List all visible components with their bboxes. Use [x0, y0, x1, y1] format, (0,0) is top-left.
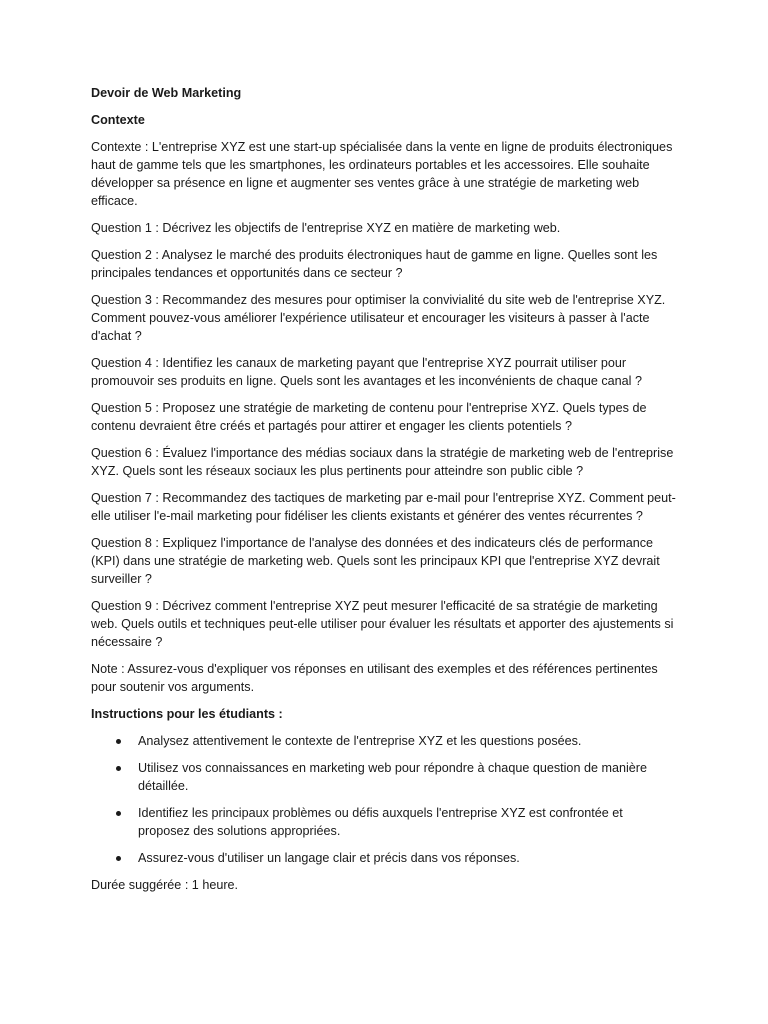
question-7: Question 7 : Recommandez des tactiques de marketing par e-mail pour l'entreprise XYZ. Comment peut-elle utiliser l'e-mail marketing pour fidéliser les clients existants et générer des ventes récurrentes ?: [91, 491, 676, 523]
bullet-icon: [116, 739, 121, 744]
note-paragraph: Note : Assurez-vous d'expliquer vos réponses en utilisant des exemples et des références pertinentes pour soutenir vos arguments.: [91, 662, 658, 694]
list-item-text: Utilisez vos connaissances en marketing web pour répondre à chaque question de manière détaillée.: [138, 761, 647, 793]
context-paragraph: Contexte : L'entreprise XYZ est une start-up spécialisée dans la vente en ligne de produits électroniques haut de gamme tels que les smartphones, les ordinateurs portables et les accessoires. Elle souhaite développer sa présence en ligne et augmenter ses ventes grâce à une stratégie de marketing web efficace.: [91, 140, 673, 208]
context-heading: Contexte: [91, 113, 145, 127]
duration-text: Durée suggérée : 1 heure.: [91, 878, 239, 892]
list-item-text: Assurez-vous d'utiliser un langage clair et précis dans vos réponses.: [138, 851, 520, 865]
list-item: [91, 759, 677, 795]
question-9: Question 9 : Décrivez comment l'entreprise XYZ peut mesurer l'efficacité de sa stratégie de marketing web. Quels outils et techniques peut-elle utiliser pour évaluer les résultats et apporter des ajustements si nécessaire ?: [91, 599, 674, 649]
list-item: [91, 732, 677, 750]
list-item: [91, 849, 677, 867]
list-item: [91, 804, 677, 840]
document-page: [91, 84, 677, 903]
instructions-heading: Instructions pour les étudiants :: [91, 707, 283, 721]
question-3: Question 3 : Recommandez des mesures pour optimiser la convivialité du site web de l'entreprise XYZ. Comment pouvez-vous améliorer l'expérience utilisateur et encourager les visiteurs à passer à l'acte d'achat ?: [91, 293, 666, 343]
question-5: Question 5 : Proposez une stratégie de marketing de contenu pour l'entreprise XYZ. Quels types de contenu devraient être créés et partagés pour attirer et engager les clients potentiels ?: [91, 401, 647, 433]
instructions-list: [91, 732, 677, 867]
question-4: Question 4 : Identifiez les canaux de marketing payant que l'entreprise XYZ pourrait utiliser pour promouvoir ses produits en ligne. Quels sont les avantages et les inconvénients de chaque canal ?: [91, 356, 642, 388]
list-item-text: Identifiez les principaux problèmes ou défis auxquels l'entreprise XYZ est confrontée et proposez des solutions appropriées.: [138, 806, 623, 838]
bullet-icon: [116, 856, 121, 861]
question-8: Question 8 : Expliquez l'importance de l'analyse des données et des indicateurs clés de performance (KPI) dans une stratégie de marketing web. Quels sont les principaux KPI que l'entreprise XYZ devrait surveiller ?: [91, 536, 660, 586]
bullet-icon: [116, 766, 121, 771]
bullet-icon: [116, 811, 121, 816]
question-6: Question 6 : Évaluez l'importance des médias sociaux dans la stratégie de marketing web de l'entreprise XYZ. Quels sont les réseaux sociaux les plus pertinents pour atteindre son public cible ?: [91, 446, 674, 478]
document-title: Devoir de Web Marketing: [91, 86, 242, 100]
list-item-text: Analysez attentivement le contexte de l'entreprise XYZ et les questions posées.: [138, 734, 582, 748]
question-1: Question 1 : Décrivez les objectifs de l'entreprise XYZ en matière de marketing web.: [91, 221, 561, 235]
question-2: Question 2 : Analysez le marché des produits électroniques haut de gamme en ligne. Quelles sont les principales tendances et opportunités dans ce secteur ?: [91, 248, 658, 280]
